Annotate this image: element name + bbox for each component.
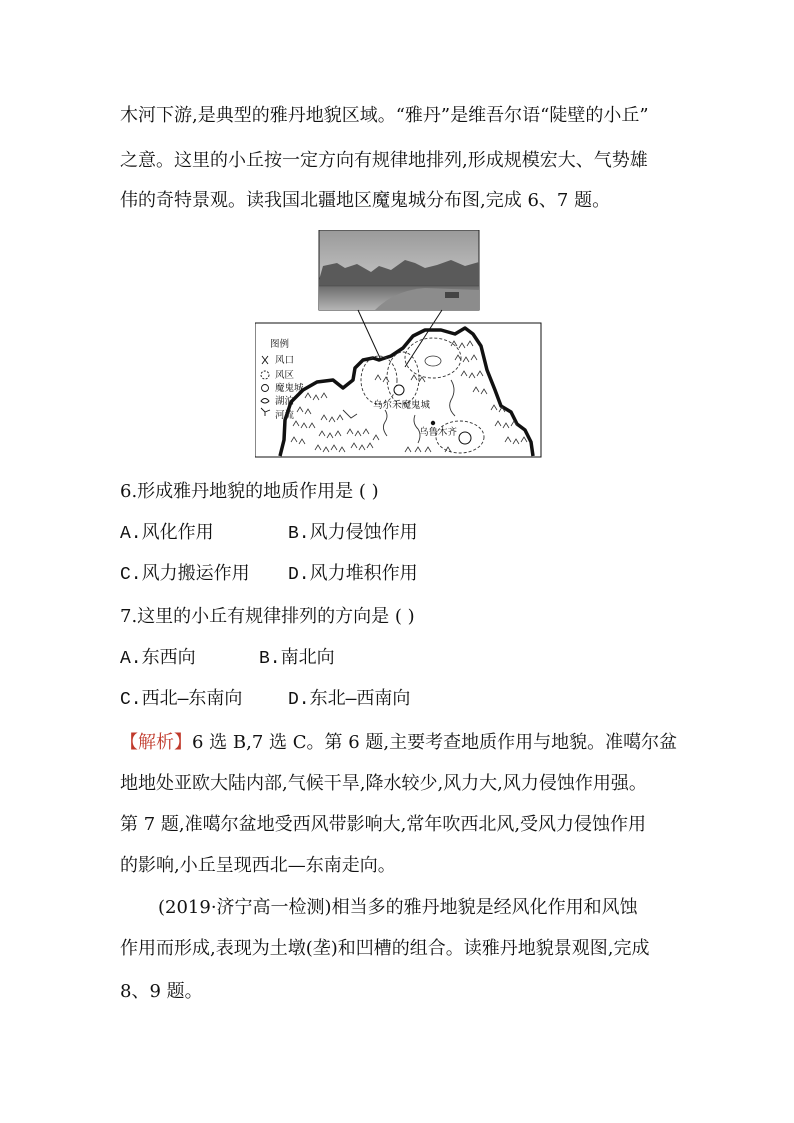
urumqi-dot <box>431 421 435 425</box>
passage-2-line-2: 作用而形成,表现为土墩(垄)和凹槽的组合。读雅丹地貌景观图,完成 <box>120 938 650 959</box>
question-7-option-c: C.西北—东南向 <box>120 690 243 710</box>
question-6-option-a: A.风化作用 <box>120 524 214 544</box>
passage-2-line-3: 8、9 题。 <box>120 981 203 1002</box>
analysis-line-1 <box>120 734 677 752</box>
question-7-option-d: D.东北—西南向 <box>288 690 411 710</box>
ghost-city-distribution-figure <box>255 230 543 458</box>
legend-title: 图例 <box>270 339 290 350</box>
question-7-stem: 7.这里的小丘有规律排列的方向是 ( ) <box>120 606 415 627</box>
analysis-line-3: 第 7 题,准噶尔盆地受西风带影响大,常年吹西北风,受风力侵蚀作用 <box>120 814 647 835</box>
question-6-stem: 6.形成雅丹地貌的地质作用是 ( ) <box>120 481 379 502</box>
map-label-ghost-city: 乌尔禾魔鬼城 <box>373 400 431 411</box>
passage-line-1: 木河下游,是典型的雅丹地貌区域。“雅丹”是维吾尔语“陡壁的小丘” <box>120 105 649 126</box>
legend-item-lake: 湖泊 <box>275 396 295 407</box>
landscape-photo <box>319 230 479 310</box>
question-7-option-a: A.东西向 <box>120 649 196 669</box>
passage-line-3: 伟的奇特景观。读我国北疆地区魔鬼城分布图,完成 6、7 题。 <box>120 190 611 211</box>
figure-svg <box>255 230 543 458</box>
question-6-option-b: B.风力侵蚀作用 <box>288 524 418 544</box>
analysis-line-4: 的影响,小丘呈现西北—东南走向。 <box>120 855 396 876</box>
map-label-urumqi: 乌鲁木齐 <box>419 427 458 438</box>
question-6-option-c: C.风力搬运作用 <box>120 565 250 585</box>
question-7-option-b: B.南北向 <box>259 649 335 669</box>
passage-line-2: 之意。这里的小丘按一定方向有规律地排列,形成规模宏大、气势雄 <box>120 150 648 171</box>
analysis-line-2: 地地处亚欧大陆内部,气候干旱,降水较少,风力大,风力侵蚀作用强。 <box>120 773 647 794</box>
legend-item-ghost-city: 魔鬼城 <box>275 383 304 394</box>
analysis-text-1: 6 选 B,7 选 C。第 6 题,主要考查地质作用与地貌。准噶尔盆 <box>192 732 678 753</box>
passage-2-line-1: (2019·济宁高一检测)相当多的雅丹地貌是经风化作用和风蚀 <box>158 897 638 918</box>
legend-item-wind-gap: 风口 <box>275 355 295 366</box>
legend-item-river: 河流 <box>275 410 295 421</box>
analysis-tag: 【解析】 <box>120 732 192 753</box>
legend-item-wind-zone: 风区 <box>275 370 295 381</box>
question-6-option-d: D.风力堆积作用 <box>288 565 418 585</box>
